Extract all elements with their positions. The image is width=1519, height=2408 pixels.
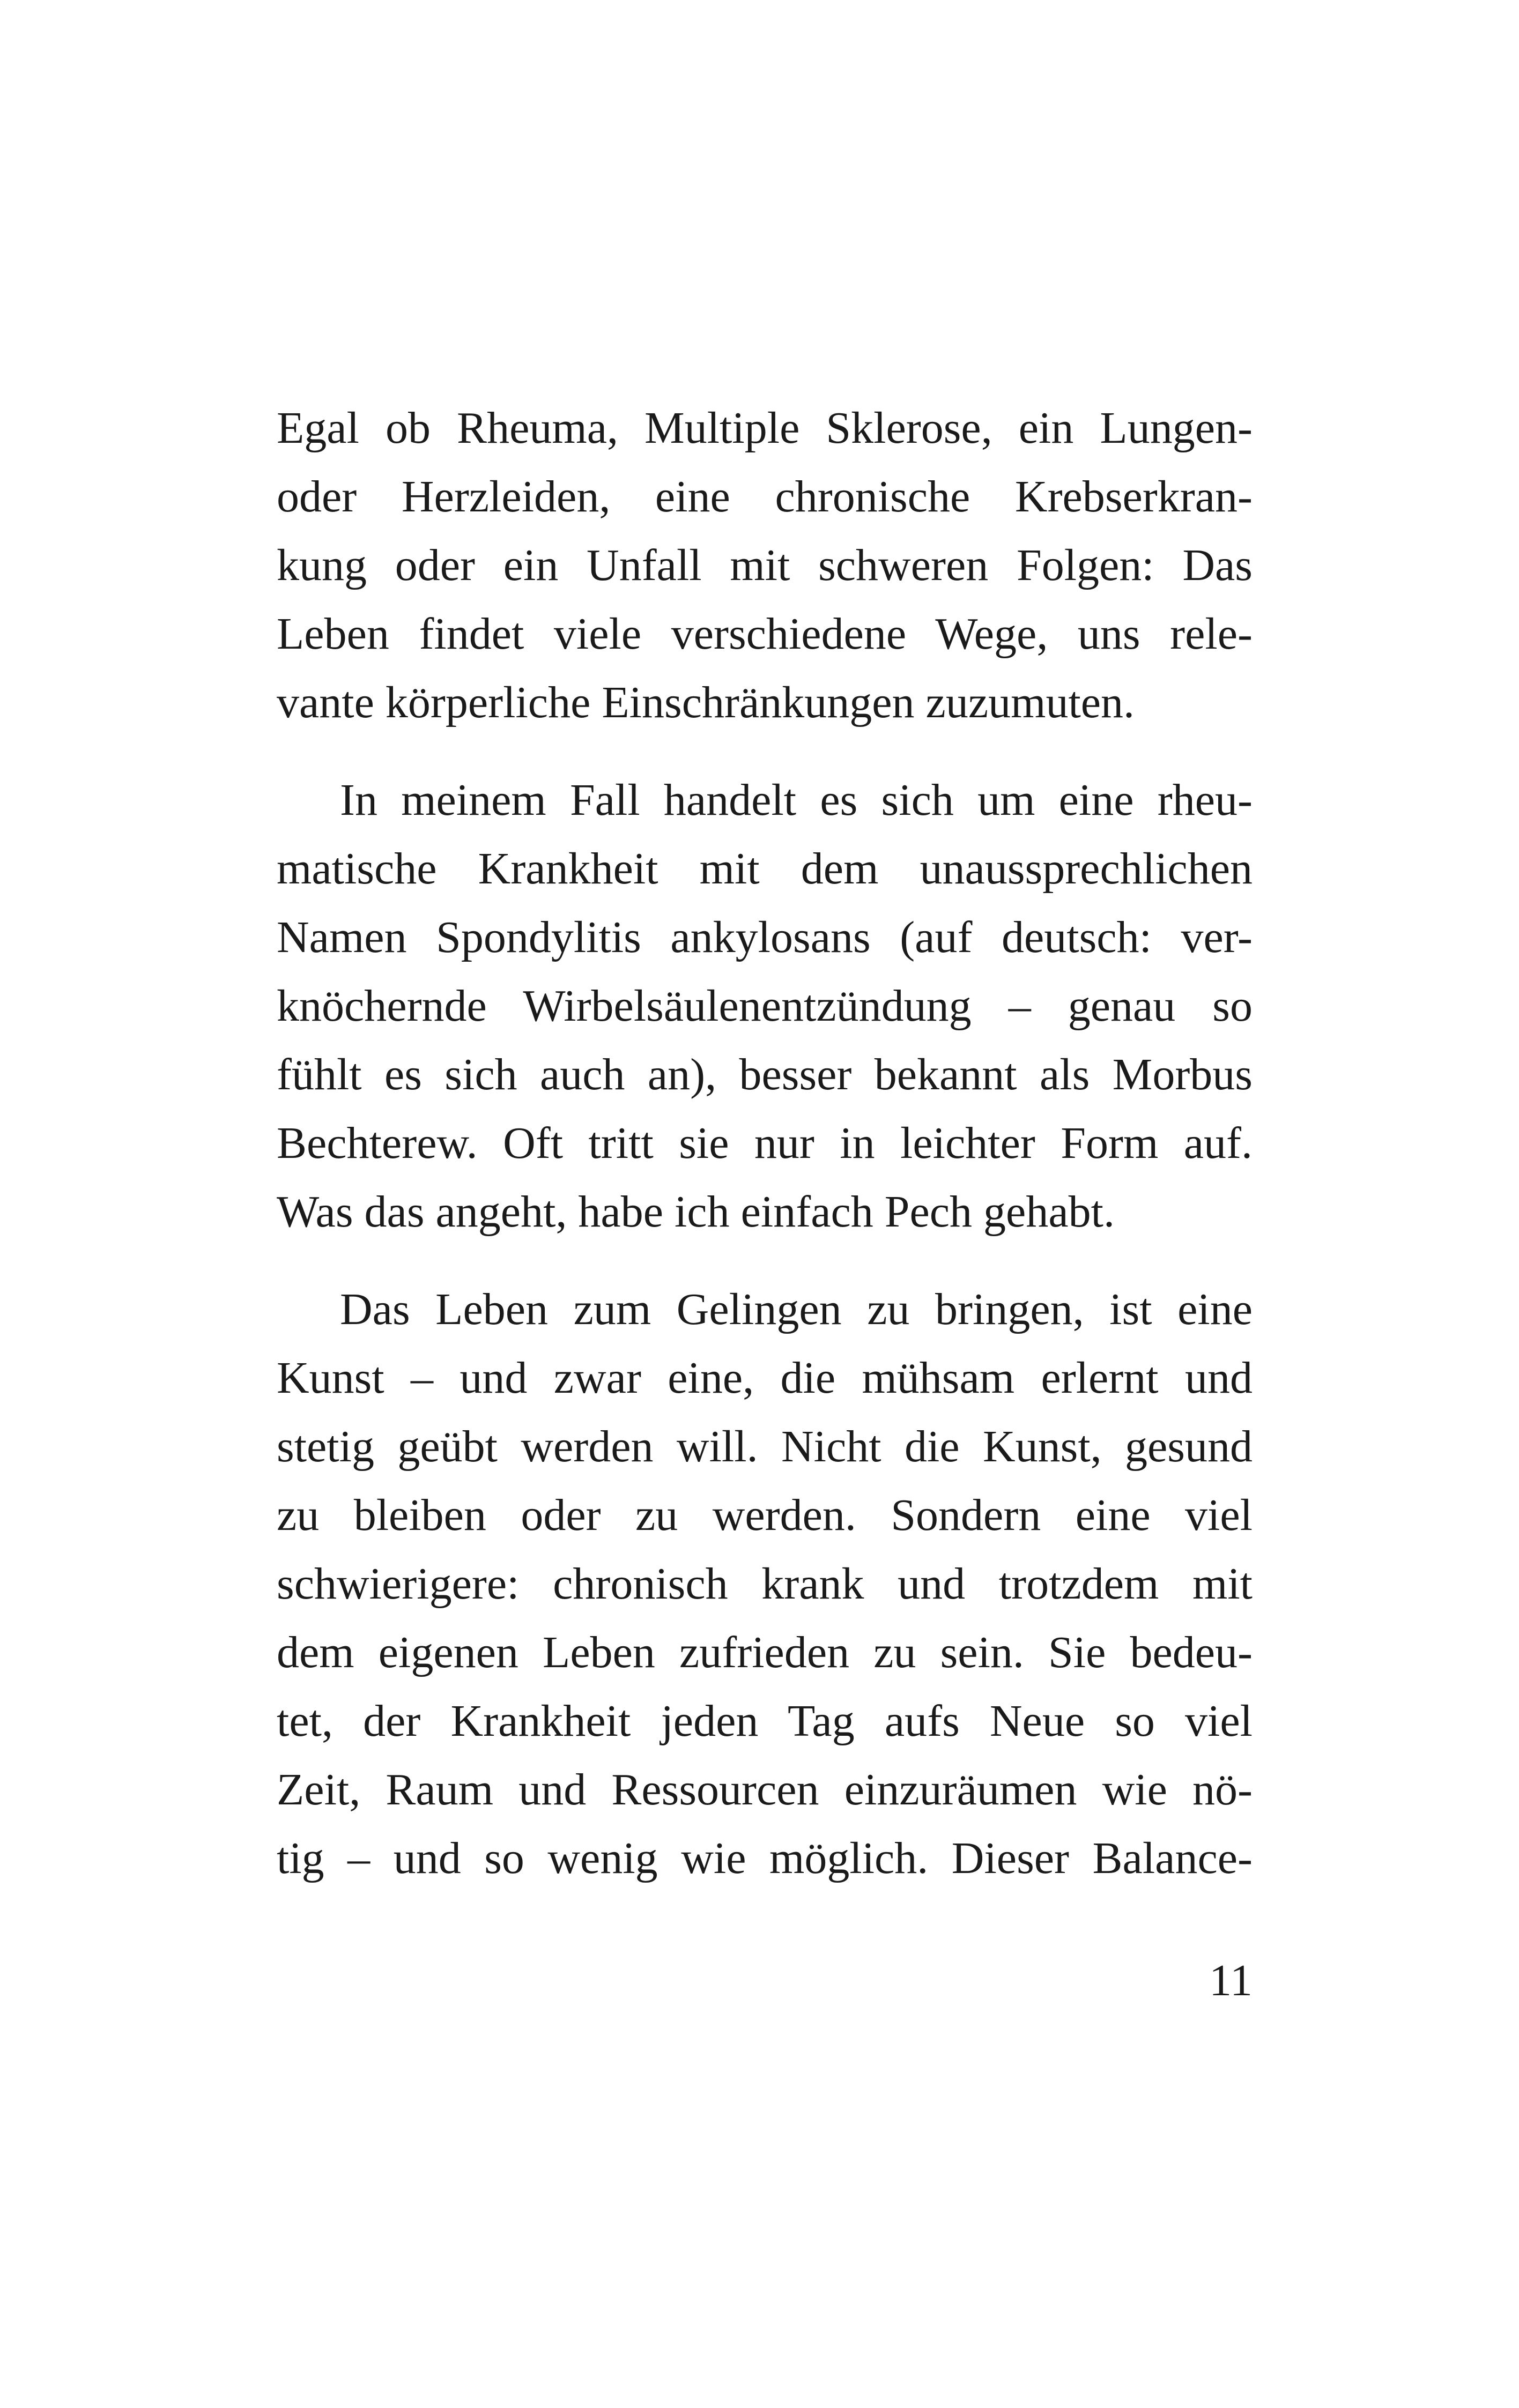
page-number: 11 bbox=[1209, 1956, 1253, 2005]
text-line: dem eigenen Leben zufrieden zu sein. Sie bedeu- bbox=[277, 1627, 1253, 1677]
text-line: schwierigere: chronisch krank und trotzdem mit bbox=[277, 1559, 1253, 1609]
text-line: Zeit, Raum und Ressourcen einzuräumen wie nö- bbox=[277, 1765, 1253, 1815]
text-line: Namen Spondylitis ankylosans (auf deutsch: ver- bbox=[277, 912, 1253, 962]
paragraph-1 bbox=[277, 394, 1253, 737]
text-line: In meinem Fall handelt es sich um eine rheu- bbox=[340, 775, 1253, 825]
text-line: knöchernde Wirbelsäulenentzündung – genau so bbox=[277, 981, 1253, 1031]
text-line: stetig geübt werden will. Nicht die Kunst, gesund bbox=[277, 1422, 1253, 1471]
text-line: Bechterew. Oft tritt sie nur in leichter Form auf. bbox=[277, 1118, 1253, 1168]
text-line: vante körperliche Einschränkungen zuzumuten. bbox=[277, 678, 1135, 727]
text-line: Leben findet viele verschiedene Wege, uns rele- bbox=[277, 609, 1253, 659]
paragraph-2 bbox=[277, 766, 1253, 1246]
paragraph-3 bbox=[277, 1275, 1253, 1893]
text-line: tet, der Krankheit jeden Tag aufs Neue so viel bbox=[277, 1696, 1253, 1746]
text-line: tig – und so wenig wie möglich. Dieser Balance- bbox=[277, 1833, 1253, 1883]
text-line: Was das angeht, habe ich einfach Pech gehabt. bbox=[277, 1187, 1115, 1237]
text-line: matische Krankheit mit dem unaussprechlichen bbox=[277, 844, 1253, 894]
text-line: Kunst – und zwar eine, die mühsam erlernt und bbox=[277, 1353, 1253, 1403]
body-text bbox=[277, 394, 1253, 1893]
text-line: fühlt es sich auch an), besser bekannt als Morbus bbox=[277, 1050, 1253, 1099]
text-line: kung oder ein Unfall mit schweren Folgen: Das bbox=[277, 540, 1253, 590]
text-line: zu bleiben oder zu werden. Sondern eine viel bbox=[277, 1490, 1253, 1540]
text-line: Egal ob Rheuma, Multiple Sklerose, ein Lungen- bbox=[277, 403, 1253, 453]
text-line: oder Herzleiden, eine chronische Krebserkran- bbox=[277, 472, 1253, 522]
text-line: Das Leben zum Gelingen zu bringen, ist eine bbox=[340, 1284, 1253, 1334]
